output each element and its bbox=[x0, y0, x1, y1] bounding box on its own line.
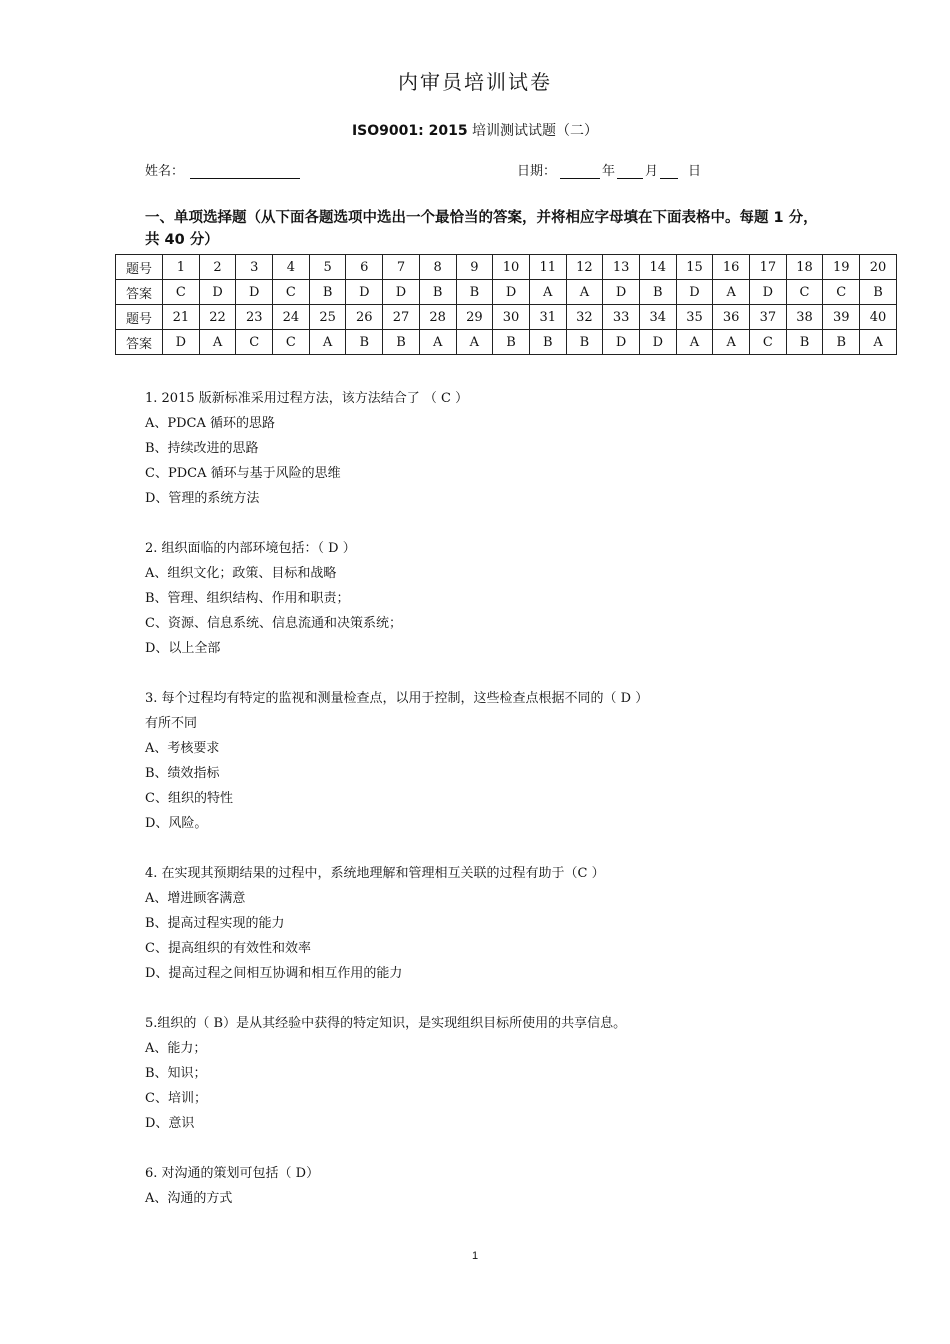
name-field bbox=[145, 160, 300, 179]
table-cell: D bbox=[603, 280, 640, 305]
table-cell: 16 bbox=[713, 255, 750, 280]
table-cell: A bbox=[676, 330, 713, 355]
question-option: C、资源、信息系统、信息流通和决策系统； bbox=[145, 616, 402, 631]
table-cell: 26 bbox=[346, 305, 383, 330]
question-option: D、以上全部 bbox=[145, 641, 221, 656]
answer-table bbox=[115, 254, 897, 355]
table-cell: B bbox=[419, 280, 456, 305]
question-option: D、提高过程之间相互协调和相互作用的能力 bbox=[145, 966, 403, 981]
question-stem: 6. 对沟通的策划可包括（ D） bbox=[145, 1166, 320, 1181]
question-option: B、持续改进的思路 bbox=[145, 441, 259, 456]
question-stem: 3. 每个过程均有特定的监视和测量检查点，以用于控制，这些检查点根据不同的（ D ） bbox=[145, 691, 649, 706]
table-cell: B bbox=[860, 280, 897, 305]
table-cell: 5 bbox=[309, 255, 346, 280]
table-cell: 6 bbox=[346, 255, 383, 280]
table-cell: 31 bbox=[529, 305, 566, 330]
table-cell: D bbox=[493, 280, 530, 305]
table-cell: 17 bbox=[750, 255, 787, 280]
table-cell: A bbox=[419, 330, 456, 355]
table-cell: 2 bbox=[199, 255, 236, 280]
table-cell: B bbox=[823, 330, 860, 355]
question-option: D、管理的系统方法 bbox=[145, 491, 260, 506]
question-stem: 有所不同 bbox=[145, 716, 198, 731]
row-header: 答案 bbox=[116, 280, 163, 305]
table-cell: A bbox=[199, 330, 236, 355]
table-cell: 33 bbox=[603, 305, 640, 330]
table-cell: 29 bbox=[456, 305, 493, 330]
question-item bbox=[145, 1011, 845, 1136]
table-cell: D bbox=[346, 280, 383, 305]
table-row bbox=[116, 330, 897, 355]
table-cell: 19 bbox=[823, 255, 860, 280]
section-heading: 一、单项选择题（从下面各题选项中选出一个最恰当的答案，并将相应字母填在下面表格中。每题 1 分，共 40 分） bbox=[145, 210, 818, 248]
question-option: A、能力； bbox=[145, 1041, 207, 1056]
table-cell: 18 bbox=[786, 255, 823, 280]
table-cell: 9 bbox=[456, 255, 493, 280]
table-cell: A bbox=[456, 330, 493, 355]
table-cell: C bbox=[273, 330, 310, 355]
table-cell: D bbox=[199, 280, 236, 305]
table-cell: 39 bbox=[823, 305, 860, 330]
table-cell: B bbox=[566, 330, 603, 355]
table-cell: D bbox=[236, 280, 273, 305]
table-cell: B bbox=[346, 330, 383, 355]
table-cell: 35 bbox=[676, 305, 713, 330]
table-cell: 13 bbox=[603, 255, 640, 280]
table-cell: 28 bbox=[419, 305, 456, 330]
day-label: 日 bbox=[688, 164, 702, 179]
table-cell: B bbox=[529, 330, 566, 355]
question-item bbox=[145, 686, 845, 836]
name-blank bbox=[190, 164, 300, 179]
table-cell: 4 bbox=[273, 255, 310, 280]
question-stem: 1. 2015 版新标准采用过程方法，该方法结合了 （ C ） bbox=[145, 391, 469, 406]
question-option: D、风险。 bbox=[145, 816, 208, 831]
table-cell: 32 bbox=[566, 305, 603, 330]
table-cell: 8 bbox=[419, 255, 456, 280]
table-cell: 21 bbox=[163, 305, 200, 330]
question-item bbox=[145, 1161, 845, 1211]
question-option: D、意识 bbox=[145, 1116, 195, 1131]
document-title: 内审员培训试卷 bbox=[398, 70, 552, 94]
question-item bbox=[145, 536, 845, 661]
question-option: A、PDCA 循环的思路 bbox=[145, 416, 276, 431]
question-option: C、组织的特性 bbox=[145, 791, 233, 806]
table-cell: 12 bbox=[566, 255, 603, 280]
table-cell: B bbox=[456, 280, 493, 305]
year-blank bbox=[560, 164, 600, 179]
row-header: 题号 bbox=[116, 305, 163, 330]
question-option: C、PDCA 循环与基于风险的思维 bbox=[145, 466, 341, 481]
table-cell: 34 bbox=[639, 305, 676, 330]
table-row bbox=[116, 255, 897, 280]
table-cell: C bbox=[236, 330, 273, 355]
table-cell: B bbox=[493, 330, 530, 355]
table-row bbox=[116, 305, 897, 330]
question-option: B、绩效指标 bbox=[145, 766, 220, 781]
questions-list bbox=[145, 386, 845, 1236]
day-blank bbox=[660, 164, 678, 179]
table-cell: 3 bbox=[236, 255, 273, 280]
table-cell: 1 bbox=[163, 255, 200, 280]
year-label: 年 bbox=[602, 164, 616, 179]
table-cell: 22 bbox=[199, 305, 236, 330]
question-option: C、提高组织的有效性和效率 bbox=[145, 941, 311, 956]
table-cell: 14 bbox=[639, 255, 676, 280]
question-option: C、培训； bbox=[145, 1091, 207, 1106]
table-cell: 25 bbox=[309, 305, 346, 330]
table-cell: D bbox=[163, 330, 200, 355]
table-cell: B bbox=[309, 280, 346, 305]
table-cell: C bbox=[273, 280, 310, 305]
table-cell: 11 bbox=[529, 255, 566, 280]
subtitle-standard: ISO9001: 2015 bbox=[351, 123, 468, 139]
table-cell: A bbox=[860, 330, 897, 355]
question-item bbox=[145, 386, 845, 511]
question-option: B、管理、组织结构、作用和职责； bbox=[145, 591, 350, 606]
table-cell: A bbox=[713, 330, 750, 355]
table-cell: C bbox=[786, 280, 823, 305]
table-cell: A bbox=[566, 280, 603, 305]
table-cell: 36 bbox=[713, 305, 750, 330]
table-cell: 24 bbox=[273, 305, 310, 330]
month-blank bbox=[617, 164, 643, 179]
table-cell: 37 bbox=[750, 305, 787, 330]
table-cell: 27 bbox=[383, 305, 420, 330]
header-fields bbox=[145, 160, 905, 180]
document-subtitle bbox=[0, 120, 950, 140]
table-cell: D bbox=[383, 280, 420, 305]
question-option: A、考核要求 bbox=[145, 741, 220, 756]
question-stem: 2. 组织面临的内部环境包括：（ D ） bbox=[145, 541, 356, 556]
question-option: B、提高过程实现的能力 bbox=[145, 916, 285, 931]
table-cell: D bbox=[750, 280, 787, 305]
table-cell: 38 bbox=[786, 305, 823, 330]
table-cell: B bbox=[383, 330, 420, 355]
table-cell: D bbox=[676, 280, 713, 305]
table-cell: 40 bbox=[860, 305, 897, 330]
row-header: 答案 bbox=[116, 330, 163, 355]
name-label: 姓名： bbox=[145, 164, 185, 179]
table-cell: 15 bbox=[676, 255, 713, 280]
question-option: A、增进顾客满意 bbox=[145, 891, 246, 906]
table-cell: C bbox=[823, 280, 860, 305]
subtitle-text: 培训测试试题（二） bbox=[472, 123, 599, 139]
table-cell: C bbox=[750, 330, 787, 355]
table-cell: A bbox=[713, 280, 750, 305]
question-option: B、知识； bbox=[145, 1066, 207, 1081]
table-cell: B bbox=[786, 330, 823, 355]
row-header: 题号 bbox=[116, 255, 163, 280]
date-label: 日期： bbox=[517, 164, 557, 179]
table-cell: 7 bbox=[383, 255, 420, 280]
table-row bbox=[116, 280, 897, 305]
page-number: 1 bbox=[471, 1250, 479, 1262]
table-cell: 10 bbox=[493, 255, 530, 280]
date-field bbox=[517, 160, 703, 179]
table-cell: 20 bbox=[860, 255, 897, 280]
question-item bbox=[145, 861, 845, 986]
table-cell: B bbox=[639, 280, 676, 305]
table-cell: A bbox=[529, 280, 566, 305]
table-cell: D bbox=[639, 330, 676, 355]
table-cell: A bbox=[309, 330, 346, 355]
question-stem: 4. 在实现其预期结果的过程中，系统地理解和管理相互关联的过程有助于（C ） bbox=[145, 866, 605, 881]
month-label: 月 bbox=[645, 164, 659, 179]
question-option: A、组织文化；政策、目标和战略 bbox=[145, 566, 337, 581]
table-cell: C bbox=[163, 280, 200, 305]
table-cell: 30 bbox=[493, 305, 530, 330]
question-stem: 5.组织的（ B）是从其经验中获得的特定知识，是实现组织目标所使用的共享信息。 bbox=[145, 1016, 627, 1031]
question-option: A、沟通的方式 bbox=[145, 1191, 233, 1206]
table-cell: 23 bbox=[236, 305, 273, 330]
table-cell: D bbox=[603, 330, 640, 355]
